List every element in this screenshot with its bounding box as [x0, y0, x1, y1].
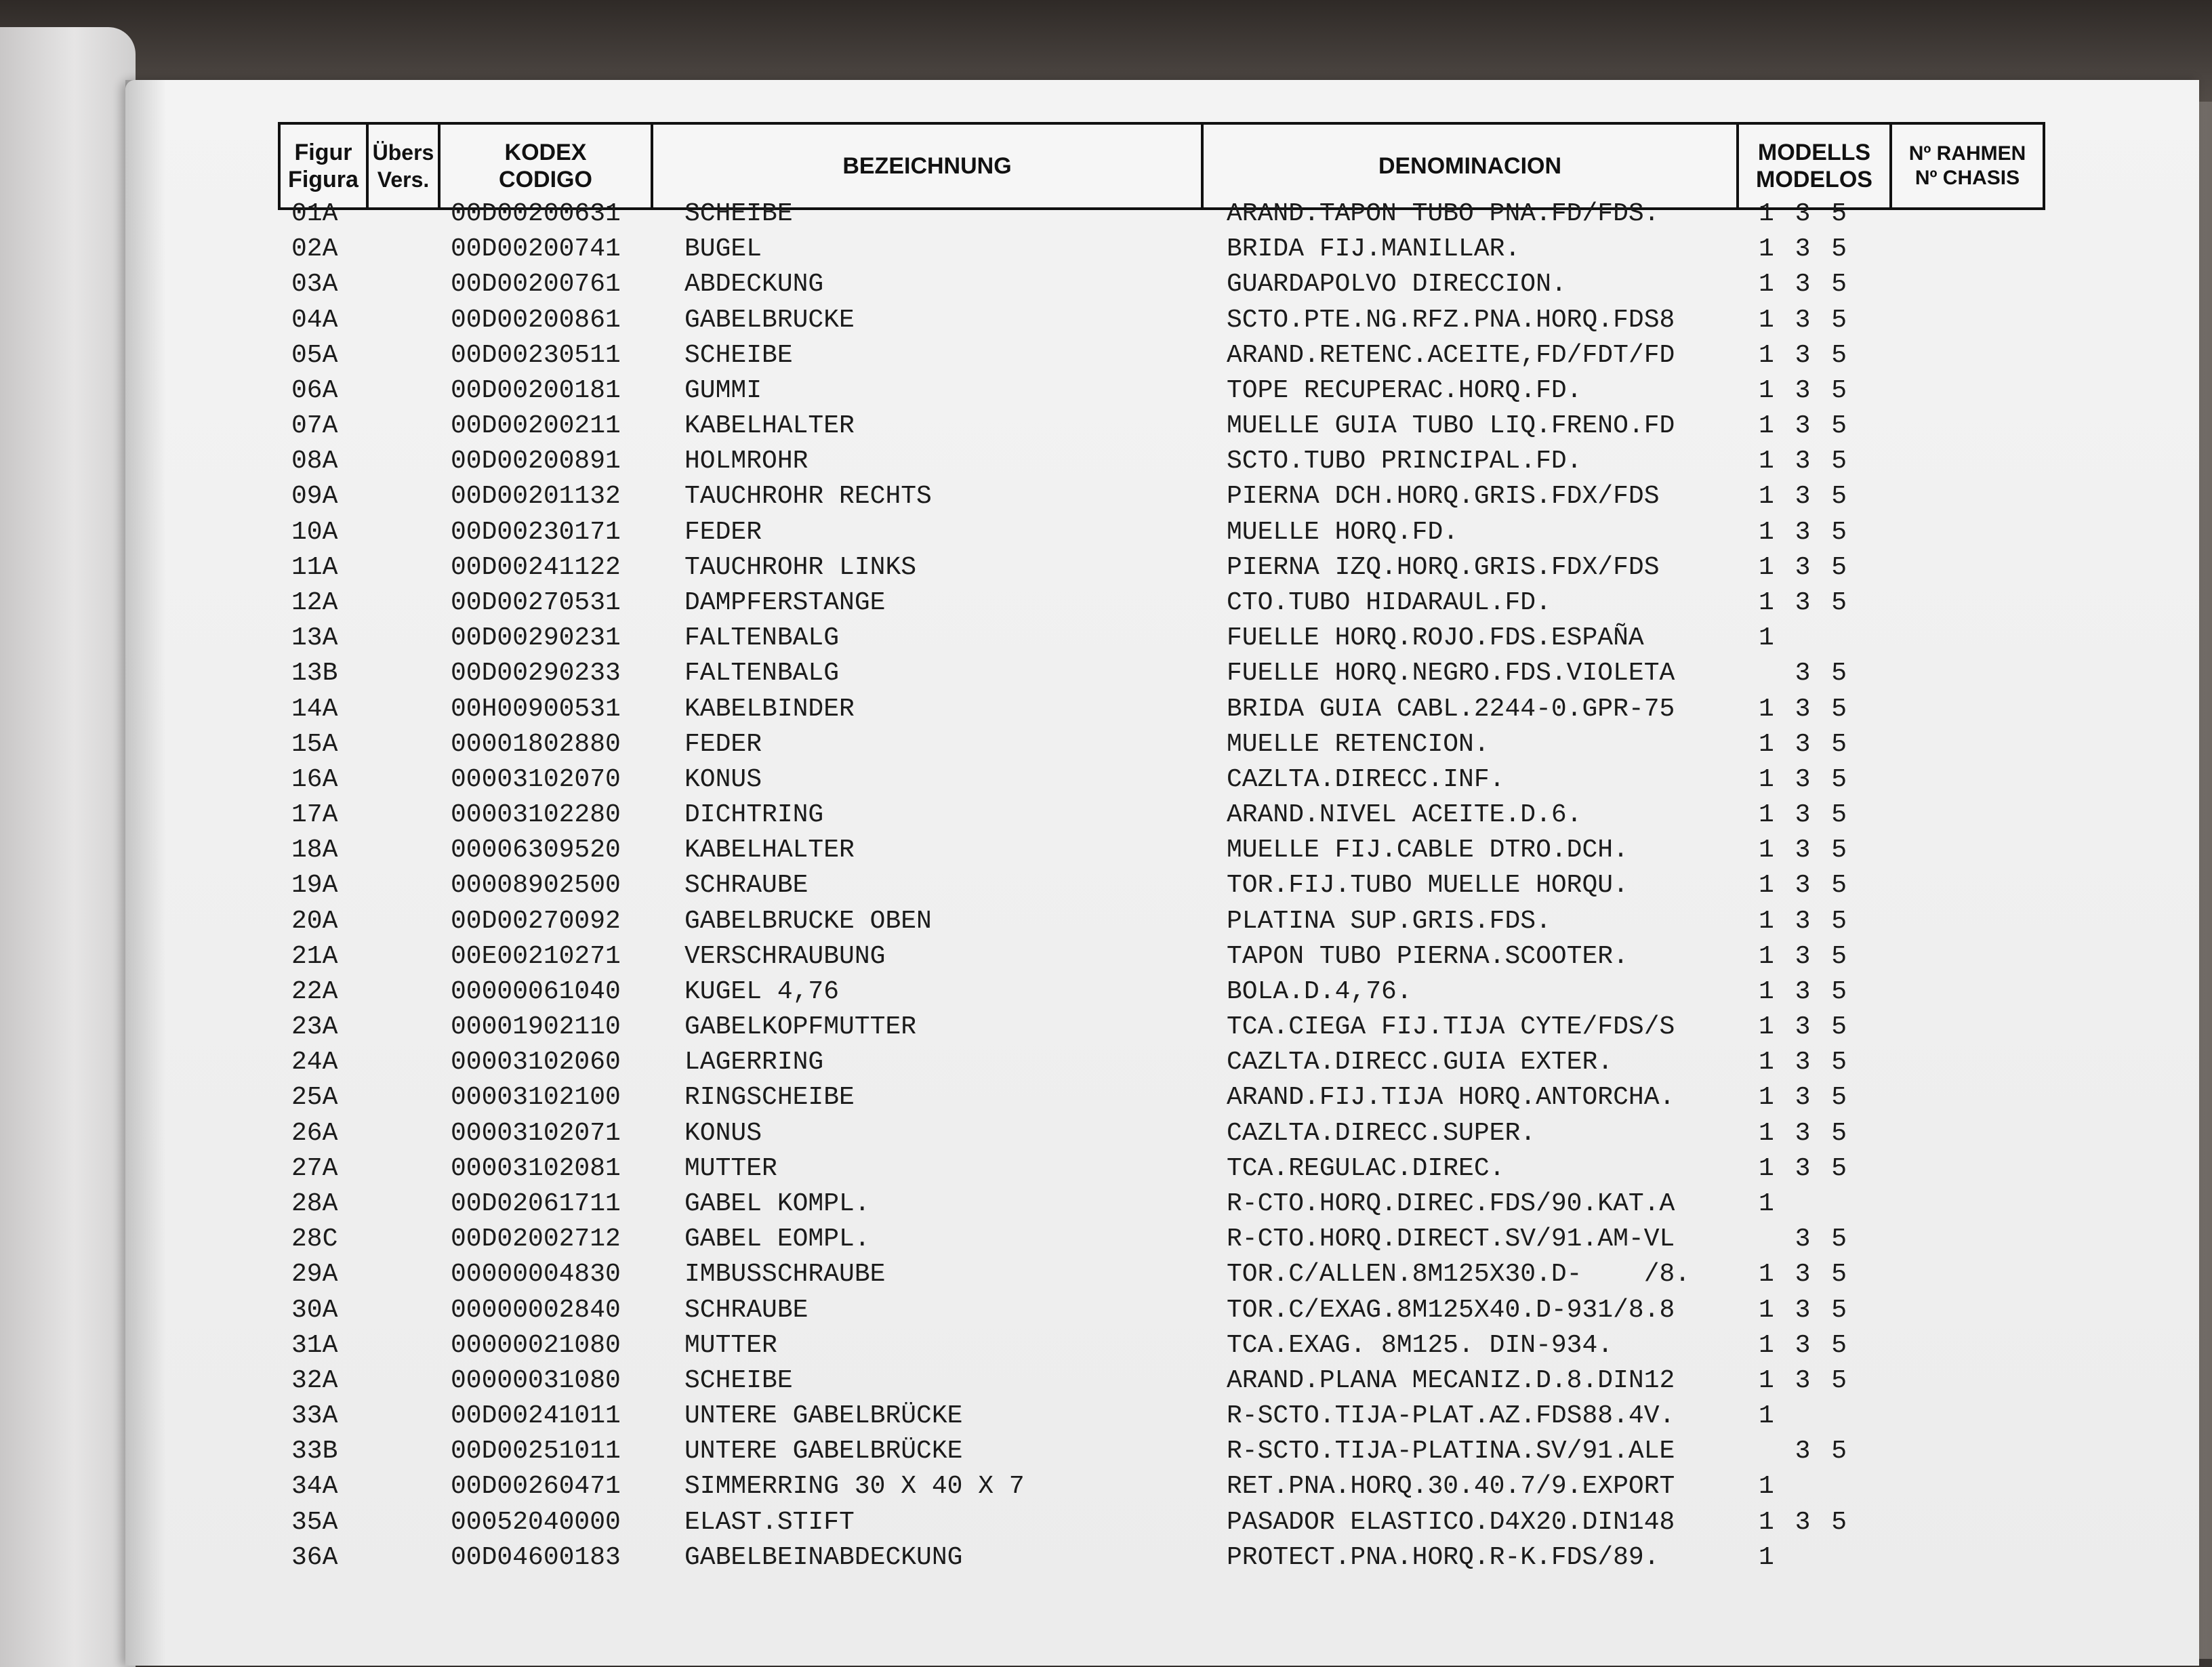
model-numbers: 1 3 5	[1759, 1260, 1850, 1289]
part-code: 00000021080	[451, 1331, 621, 1360]
table-row	[271, 1540, 2060, 1576]
model-numbers: 1 3 5	[1759, 1508, 1850, 1537]
bezeichnung-text: HOLMROHR	[684, 447, 808, 476]
parts-table	[271, 197, 2060, 1613]
model-numbers: 3 5	[1759, 1224, 1850, 1254]
part-code: 00008902500	[451, 871, 621, 900]
figure-number: 27A	[291, 1154, 338, 1183]
figure-number: 18A	[291, 836, 338, 865]
model-numbers: 1 3 5	[1759, 341, 1850, 370]
model-numbers: 3 5	[1759, 1437, 1850, 1466]
model-numbers: 1	[1759, 1189, 1777, 1218]
denominacion-text: TCA.CIEGA FIJ.TIJA CYTE/FDS/S	[1227, 1012, 1675, 1042]
model-numbers: 1 3 5	[1759, 1048, 1850, 1077]
bezeichnung-text: SCHEIBE	[684, 199, 793, 228]
denominacion-text: R-SCTO.TIJA-PLATINA.SV/91.ALE	[1227, 1437, 1675, 1466]
part-code: 00D00200631	[451, 199, 621, 228]
model-numbers: 1 3 5	[1759, 730, 1850, 759]
bezeichnung-text: FEDER	[684, 518, 762, 547]
page-gutter-shadow	[125, 80, 166, 1666]
figure-number: 20A	[291, 907, 338, 936]
model-numbers: 1	[1759, 1401, 1777, 1431]
denominacion-text: SCTO.TUBO PRINCIPAL.FD.	[1227, 447, 1582, 476]
figure-number: 28C	[291, 1224, 338, 1254]
figure-number: 14A	[291, 695, 338, 724]
model-numbers: 1 3 5	[1759, 588, 1850, 617]
denominacion-text: PROTECT.PNA.HORQ.R-K.FDS/89.	[1227, 1543, 1660, 1572]
figure-number: 23A	[291, 1012, 338, 1042]
model-numbers: 1 3 5	[1759, 942, 1850, 971]
model-numbers: 1	[1759, 623, 1777, 653]
header-modells-de: MODELLS	[1757, 140, 1871, 165]
part-code: 00003102280	[451, 800, 621, 829]
bezeichnung-text: TAUCHROHR RECHTS	[684, 482, 932, 511]
model-numbers: 1 3 5	[1759, 1012, 1850, 1042]
table-row	[271, 621, 2060, 656]
bezeichnung-text: KABELBINDER	[684, 695, 855, 724]
denominacion-text: R-SCTO.TIJA-PLAT.AZ.FDS88.4V.	[1227, 1401, 1675, 1431]
model-numbers: 1 3 5	[1759, 1119, 1850, 1148]
bezeichnung-text: UNTERE GABELBRÜCKE	[684, 1401, 963, 1431]
denominacion-text: GUARDAPOLVO DIRECCION.	[1227, 270, 1567, 299]
figure-number: 36A	[291, 1543, 338, 1572]
bezeichnung-text: KONUS	[684, 765, 762, 794]
part-code: 00001802880	[451, 730, 621, 759]
table-row	[271, 444, 2060, 479]
table-row	[271, 585, 2060, 621]
table-row	[271, 1257, 2060, 1292]
part-code: 00D00230171	[451, 518, 621, 547]
denominacion-text: TOR.C/ALLEN.8M125X30.D- /8.	[1227, 1260, 1691, 1289]
table-row	[271, 939, 2060, 974]
bezeichnung-text: VERSCHRAUBUNG	[684, 942, 886, 971]
part-code: 00006309520	[451, 836, 621, 865]
part-code: 00000002840	[451, 1296, 621, 1325]
model-numbers: 1 3 5	[1759, 234, 1850, 264]
part-code: 00D00290231	[451, 623, 621, 653]
model-numbers: 1 3 5	[1759, 518, 1850, 547]
figure-number: 05A	[291, 341, 338, 370]
table-row	[271, 727, 2060, 762]
figure-number: 26A	[291, 1119, 338, 1148]
figure-number: 03A	[291, 270, 338, 299]
model-numbers: 1 3 5	[1759, 411, 1850, 440]
denominacion-text: TAPON TUBO PIERNA.SCOOTER.	[1227, 942, 1629, 971]
model-numbers: 1 3 5	[1759, 199, 1850, 228]
denominacion-text: TOPE RECUPERAC.HORQ.FD.	[1227, 376, 1582, 405]
bezeichnung-text: KUGEL 4,76	[684, 977, 840, 1006]
bezeichnung-text: KONUS	[684, 1119, 762, 1148]
header-chasis: Nº CHASIS	[1914, 167, 2020, 189]
model-numbers: 1 3 5	[1759, 376, 1850, 405]
bezeichnung-text: ELAST.STIFT	[684, 1508, 855, 1537]
figure-number: 02A	[291, 234, 338, 264]
bezeichnung-text: MUTTER	[684, 1331, 777, 1360]
figure-number: 12A	[291, 588, 338, 617]
figure-number: 35A	[291, 1508, 338, 1537]
figure-number: 30A	[291, 1296, 338, 1325]
table-row	[271, 1116, 2060, 1151]
figure-number: 34A	[291, 1472, 338, 1501]
table-row	[271, 1469, 2060, 1504]
part-code: 00003102081	[451, 1154, 621, 1183]
part-code: 00003102100	[451, 1083, 621, 1112]
figure-number: 33A	[291, 1401, 338, 1431]
table-row	[271, 1222, 2060, 1257]
figure-number: 13A	[291, 623, 338, 653]
figure-number: 01A	[291, 199, 338, 228]
table-row	[271, 1151, 2060, 1187]
denominacion-text: PIERNA DCH.HORQ.GRIS.FDX/FDS	[1227, 482, 1660, 511]
table-row	[271, 338, 2060, 373]
figure-number: 13B	[291, 659, 338, 688]
header-kodex-de: KODEX	[504, 140, 587, 165]
model-numbers: 1 3 5	[1759, 553, 1850, 582]
denominacion-text: CAZLTA.DIRECC.INF.	[1227, 765, 1505, 794]
table-row	[271, 1434, 2060, 1469]
figure-number: 16A	[291, 765, 338, 794]
header-rahmen-de: Nº RAHMEN	[1908, 142, 2026, 165]
denominacion-text: FUELLE HORQ.NEGRO.FDS.VIOLETA	[1227, 659, 1675, 688]
part-code: 00D00200861	[451, 306, 621, 335]
denominacion-text: CAZLTA.DIRECC.GUIA EXTER.	[1227, 1048, 1614, 1077]
header-figur-es: Figura	[288, 167, 359, 192]
bezeichnung-text: SCHEIBE	[684, 1366, 793, 1395]
table-row	[271, 1363, 2060, 1399]
bezeichnung-text: SCHRAUBE	[684, 1296, 808, 1325]
table-row	[271, 904, 2060, 939]
table-row	[271, 762, 2060, 798]
denominacion-text: TOR.FIJ.TUBO MUELLE HORQU.	[1227, 871, 1629, 900]
part-code: 00D00200181	[451, 376, 621, 405]
model-numbers: 1 3 5	[1759, 306, 1850, 335]
table-row	[271, 373, 2060, 409]
table-row	[271, 409, 2060, 444]
bezeichnung-text: GABEL EOMPL.	[684, 1224, 870, 1254]
bezeichnung-text: SCHEIBE	[684, 341, 793, 370]
model-numbers: 1 3 5	[1759, 1331, 1850, 1360]
table-row	[271, 1187, 2060, 1222]
bezeichnung-text: TAUCHROHR LINKS	[684, 553, 917, 582]
part-code: 00D02002712	[451, 1224, 621, 1254]
part-code: 00000004830	[451, 1260, 621, 1289]
part-code: 00D00200741	[451, 234, 621, 264]
figure-number: 33B	[291, 1437, 338, 1466]
bezeichnung-text: FALTENBALG	[684, 659, 840, 688]
table-row	[271, 656, 2060, 691]
table-row	[271, 833, 2060, 868]
table-row	[271, 868, 2060, 903]
table-row	[271, 1045, 2060, 1080]
bezeichnung-text: GABEL KOMPL.	[684, 1189, 870, 1218]
part-code: 00D00200891	[451, 447, 621, 476]
part-code: 00D00241122	[451, 553, 621, 582]
denominacion-text: CAZLTA.DIRECC.SUPER.	[1227, 1119, 1536, 1148]
left-page-edge	[0, 27, 136, 1667]
figure-number: 10A	[291, 518, 338, 547]
table-row	[271, 974, 2060, 1010]
denominacion-text: PASADOR ELASTICO.D4X20.DIN148	[1227, 1508, 1675, 1537]
model-numbers: 1 3 5	[1759, 447, 1850, 476]
figure-number: 29A	[291, 1260, 338, 1289]
denominacion-text: ARAND.PLANA MECANIZ.D.8.DIN12	[1227, 1366, 1675, 1395]
figure-number: 31A	[291, 1331, 338, 1360]
denominacion-text: R-CTO.HORQ.DIREC.FDS/90.KAT.A	[1227, 1189, 1675, 1218]
model-numbers: 1 3 5	[1759, 482, 1850, 511]
denominacion-text: TOR.C/EXAG.8M125X40.D-931/8.8	[1227, 1296, 1675, 1325]
bezeichnung-text: GABELBRUCKE OBEN	[684, 907, 932, 936]
table-row	[271, 798, 2060, 833]
bezeichnung-text: SIMMERRING 30 X 40 X 7	[684, 1472, 1025, 1501]
bezeichnung-text: RINGSCHEIBE	[684, 1083, 855, 1112]
model-numbers: 3 5	[1759, 659, 1850, 688]
part-code: 00000031080	[451, 1366, 621, 1395]
bezeichnung-text: DAMPFERSTANGE	[684, 588, 886, 617]
part-code: 00003102071	[451, 1119, 621, 1148]
bezeichnung-text: KABELHALTER	[684, 411, 855, 440]
model-numbers: 1 3 5	[1759, 765, 1850, 794]
part-code: 00D00230511	[451, 341, 621, 370]
part-code: 00D00290233	[451, 659, 621, 688]
bezeichnung-text: ABDECKUNG	[684, 270, 824, 299]
table-row	[271, 479, 2060, 514]
model-numbers: 1 3 5	[1759, 871, 1850, 900]
figure-number: 22A	[291, 977, 338, 1006]
denominacion-text: MUELLE HORQ.FD.	[1227, 518, 1459, 547]
table-row	[271, 232, 2060, 267]
denominacion-text: ARAND.RETENC.ACEITE,FD/FDT/FD	[1227, 341, 1675, 370]
model-numbers: 1 3 5	[1759, 270, 1850, 299]
model-numbers: 1 3 5	[1759, 1366, 1850, 1395]
part-code: 00H00900531	[451, 695, 621, 724]
bezeichnung-text: FEDER	[684, 730, 762, 759]
figure-number: 32A	[291, 1366, 338, 1395]
figure-number: 09A	[291, 482, 338, 511]
bezeichnung-text: KABELHALTER	[684, 836, 855, 865]
model-numbers: 1	[1759, 1543, 1777, 1572]
denominacion-text: BOLA.D.4,76.	[1227, 977, 1412, 1006]
part-code: 00D00270092	[451, 907, 621, 936]
header-modelos: MODELOS	[1756, 167, 1872, 192]
denominacion-text: MUELLE RETENCION.	[1227, 730, 1490, 759]
denominacion-text: ARAND.TAPON TUBO PNA.FD/FDS.	[1227, 199, 1660, 228]
denominacion-text: FUELLE HORQ.ROJO.FDS.ESPAÑA	[1227, 623, 1644, 653]
model-numbers: 1 3 5	[1759, 907, 1850, 936]
table-row	[271, 515, 2060, 550]
denominacion-text: CTO.TUBO HIDARAUL.FD.	[1227, 588, 1551, 617]
table-row	[271, 1293, 2060, 1328]
table-row	[271, 1399, 2060, 1434]
header-bezeichnung-label: BEZEICHNUNG	[842, 153, 1012, 179]
table-row	[271, 1505, 2060, 1540]
model-numbers: 1 3 5	[1759, 800, 1850, 829]
model-numbers: 1	[1759, 1472, 1777, 1501]
bezeichnung-text: MUTTER	[684, 1154, 777, 1183]
bezeichnung-text: GABELBEINABDECKUNG	[684, 1543, 963, 1572]
denominacion-text: SCTO.PTE.NG.RFZ.PNA.HORQ.FDS8	[1227, 306, 1675, 335]
bezeichnung-text: GABELKOPFMUTTER	[684, 1012, 917, 1042]
header-denominacion-label: DENOMINACION	[1378, 153, 1562, 179]
header-vers: Vers.	[377, 167, 430, 192]
figure-number: 04A	[291, 306, 338, 335]
figure-number: 15A	[291, 730, 338, 759]
figure-number: 21A	[291, 942, 338, 971]
denominacion-text: R-CTO.HORQ.DIRECT.SV/91.AM-VL	[1227, 1224, 1675, 1254]
table-row	[271, 267, 2060, 302]
model-numbers: 1 3 5	[1759, 695, 1850, 724]
denominacion-text: MUELLE GUIA TUBO LIQ.FRENO.FD	[1227, 411, 1675, 440]
part-code: 00D00200211	[451, 411, 621, 440]
bezeichnung-text: DICHTRING	[684, 800, 824, 829]
denominacion-text: BRIDA GUIA CABL.2244-0.GPR-75	[1227, 695, 1675, 724]
table-row	[271, 692, 2060, 727]
part-code: 00D00270531	[451, 588, 621, 617]
denominacion-text: TCA.REGULAC.DIREC.	[1227, 1154, 1505, 1183]
bezeichnung-text: BUGEL	[684, 234, 762, 264]
denominacion-text: TCA.EXAG. 8M125. DIN-934.	[1227, 1331, 1614, 1360]
part-code: 00052040000	[451, 1508, 621, 1537]
header-codigo: CODIGO	[499, 167, 592, 192]
bezeichnung-text: FALTENBALG	[684, 623, 840, 653]
part-code: 00D00241011	[451, 1401, 621, 1431]
table-row	[271, 197, 2060, 232]
bezeichnung-text: UNTERE GABELBRÜCKE	[684, 1437, 963, 1466]
figure-number: 25A	[291, 1083, 338, 1112]
denominacion-text: MUELLE FIJ.CABLE DTRO.DCH.	[1227, 836, 1629, 865]
table-row	[271, 1328, 2060, 1363]
figure-number: 07A	[291, 411, 338, 440]
part-code: 00D00260471	[451, 1472, 621, 1501]
figure-number: 06A	[291, 376, 338, 405]
denominacion-text: RET.PNA.HORQ.30.40.7/9.EXPORT	[1227, 1472, 1675, 1501]
figure-number: 17A	[291, 800, 338, 829]
denominacion-text: PLATINA SUP.GRIS.FDS.	[1227, 907, 1551, 936]
part-code: 00001902110	[451, 1012, 621, 1042]
figure-number: 19A	[291, 871, 338, 900]
part-code: 00D00251011	[451, 1437, 621, 1466]
bezeichnung-text: GUMMI	[684, 376, 762, 405]
part-code: 00D02061711	[451, 1189, 621, 1218]
part-code: 00000061040	[451, 977, 621, 1006]
denominacion-text: PIERNA IZQ.HORQ.GRIS.FDX/FDS	[1227, 553, 1660, 582]
figure-number: 08A	[291, 447, 338, 476]
bezeichnung-text: IMBUSSCHRAUBE	[684, 1260, 886, 1289]
model-numbers: 1 3 5	[1759, 1083, 1850, 1112]
table-row	[271, 1080, 2060, 1115]
part-code: 00E00210271	[451, 942, 621, 971]
bezeichnung-text: GABELBRUCKE	[684, 306, 855, 335]
denominacion-text: ARAND.FIJ.TIJA HORQ.ANTORCHA.	[1227, 1083, 1675, 1112]
denominacion-text: ARAND.NIVEL ACEITE.D.6.	[1227, 800, 1582, 829]
part-code: 00D00201132	[451, 482, 621, 511]
part-code: 00003102060	[451, 1048, 621, 1077]
figure-number: 28A	[291, 1189, 338, 1218]
header-ubers-de: Übers	[372, 140, 434, 165]
figure-number: 24A	[291, 1048, 338, 1077]
model-numbers: 1 3 5	[1759, 1154, 1850, 1183]
bezeichnung-text: SCHRAUBE	[684, 871, 808, 900]
table-row	[271, 550, 2060, 585]
part-code: 00D00200761	[451, 270, 621, 299]
model-numbers: 1 3 5	[1759, 1296, 1850, 1325]
denominacion-text: BRIDA FIJ.MANILLAR.	[1227, 234, 1521, 264]
model-numbers: 1 3 5	[1759, 977, 1850, 1006]
table-row	[271, 303, 2060, 338]
bezeichnung-text: LAGERRING	[684, 1048, 824, 1077]
model-numbers: 1 3 5	[1759, 836, 1850, 865]
part-code: 00D04600183	[451, 1543, 621, 1572]
part-code: 00003102070	[451, 765, 621, 794]
figure-number: 11A	[291, 553, 338, 582]
header-figur-de: Figur	[294, 140, 352, 165]
table-row	[271, 1010, 2060, 1045]
